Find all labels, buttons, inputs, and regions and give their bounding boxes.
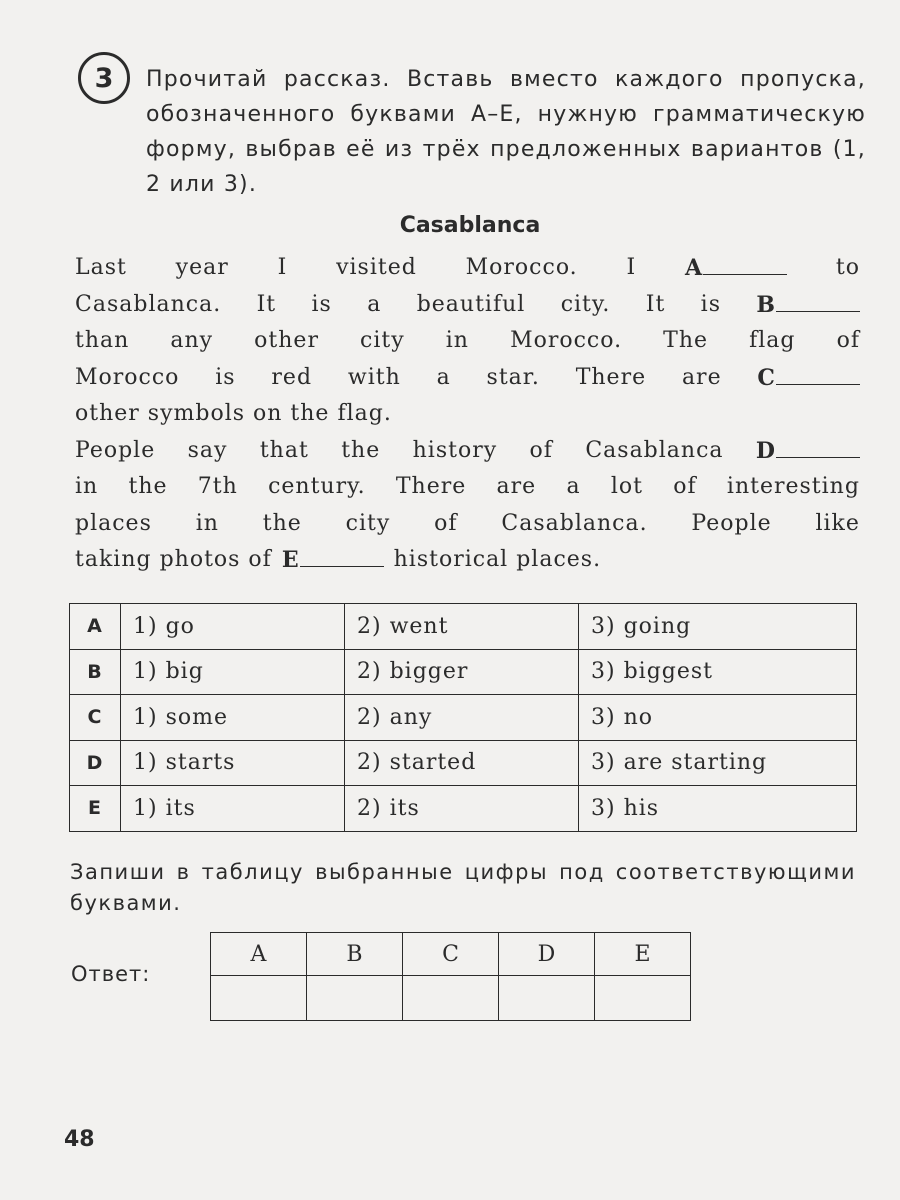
story-line [75,469,860,506]
word: history [412,437,498,463]
word: a [367,291,382,317]
answer-header-row [211,933,691,976]
word: any [170,328,214,353]
word: other [254,328,319,353]
option-1: 1) starts [121,740,345,786]
story-text [75,250,860,579]
word: People [691,510,772,536]
word: are [681,364,722,390]
story-line [75,287,860,324]
word: I [626,255,637,280]
task-instruction: Прочитай рассказ. Вставь вместо каждого пропуска, обозначенного буквами А–Е, нужную грамматическую форму, выбрав её из трёх предложенных вариантов (1, 2 или 3). [146,67,866,197]
row-letter: E [70,786,121,832]
word: Last [75,255,127,280]
word: places [75,510,152,536]
option-2: 2) any [345,695,579,741]
task-number-badge [78,52,130,104]
word: flag [749,328,796,353]
answer-cell-e[interactable] [595,976,691,1021]
gap-letter: B [756,291,776,318]
word: the [128,474,168,499]
gap-d [756,433,860,470]
story-line [75,396,860,433]
task-number: 3 [94,62,114,94]
answer-header: E [595,933,691,976]
option-2: 2) bigger [345,649,579,695]
word: say [187,437,228,463]
page-number: 48 [64,1127,95,1152]
word: It [645,291,666,317]
word: like [815,510,860,536]
option-3: 3) going [579,604,857,650]
blank-line [703,252,787,275]
answer-header: C [403,933,499,976]
blank-line [776,289,860,312]
option-3: 3) no [579,695,857,741]
word: Morocco. [465,255,578,280]
answer-cell-b[interactable] [307,976,403,1021]
gap-b [756,287,860,324]
gap-a [685,250,787,287]
story-title: Casablanca [399,213,541,238]
word: to [835,255,860,280]
option-row [70,604,857,650]
answer-cell-a[interactable] [211,976,307,1021]
option-2: 2) went [345,604,579,650]
option-1: 1) go [121,604,345,650]
word: visited [336,255,417,280]
word: the [262,510,302,536]
word: of [434,510,458,536]
word: beautiful [416,291,526,317]
word: a [566,474,581,499]
word: are [496,474,537,499]
word: Casablanca. [75,291,222,317]
word: People [75,437,156,463]
option-1: 1) its [121,786,345,832]
answer-header: A [211,933,307,976]
write-instruction: Запиши в таблицу выбранные цифры под соответствующими буквами. [70,860,856,915]
text-run: taking photos of [75,547,272,572]
text-run: historical places. [393,547,602,572]
text-run: other symbols on the flag. [75,401,392,426]
row-letter: B [70,649,121,695]
gap-c [757,360,860,397]
answer-cell-d[interactable] [499,976,595,1021]
answer-input-row [211,976,691,1021]
word: in [195,510,219,536]
option-2: 2) started [345,740,579,786]
gap-e [282,542,384,579]
story-line [75,250,860,287]
word: century. [268,474,366,499]
word: year [175,255,229,280]
option-3: 3) his [579,786,857,832]
word: It [256,291,277,317]
option-3: 3) are starting [579,740,857,786]
word: city [345,510,391,536]
word: There [575,364,647,390]
option-3: 3) biggest [579,649,857,695]
word: Casablanca [585,437,724,463]
word: interesting [726,474,860,499]
row-letter: A [70,604,121,650]
word: of [529,437,553,463]
story-line [75,506,860,543]
word: of [836,328,860,353]
answer-table [210,932,691,1021]
word: that [259,437,309,463]
answer-header: D [499,933,595,976]
word: with [347,364,401,390]
answer-header: B [307,933,403,976]
word: in [75,474,99,499]
option-row [70,786,857,832]
option-1: 1) big [121,649,345,695]
story-line [75,323,860,360]
word: the [341,437,381,463]
word: Morocco. [510,328,623,353]
row-letter: C [70,695,121,741]
story-line [75,433,860,470]
word: than [75,328,130,353]
word: red [271,364,313,390]
word: of [673,474,697,499]
option-2: 2) its [345,786,579,832]
word: There [395,474,467,499]
word: Casablanca. [501,510,648,536]
word: is [215,364,236,390]
story-line [75,542,860,579]
story-line [75,360,860,397]
gap-letter: C [757,364,776,391]
word: Morocco [75,364,180,390]
answer-label: Ответ: [71,962,151,986]
option-row [70,740,857,786]
gap-letter: E [281,547,300,573]
word: I [277,255,288,280]
word: lot [610,474,643,499]
word: in [445,328,469,353]
blank-line [776,362,860,385]
blank-line [776,435,860,458]
word: 7th [197,474,238,499]
word: star. [486,364,540,390]
row-letter: D [70,740,121,786]
option-row [70,695,857,741]
gap-letter: D [755,437,776,464]
word: city. [560,291,611,317]
blank-line [300,544,384,567]
word: a [436,364,451,390]
word: is [311,291,332,317]
option-row [70,649,857,695]
word: is [700,291,721,317]
word: city [360,328,405,353]
option-1: 1) some [121,695,345,741]
answer-cell-c[interactable] [403,976,499,1021]
options-table [69,603,857,832]
word: The [663,328,709,353]
gap-letter: A [685,255,704,281]
